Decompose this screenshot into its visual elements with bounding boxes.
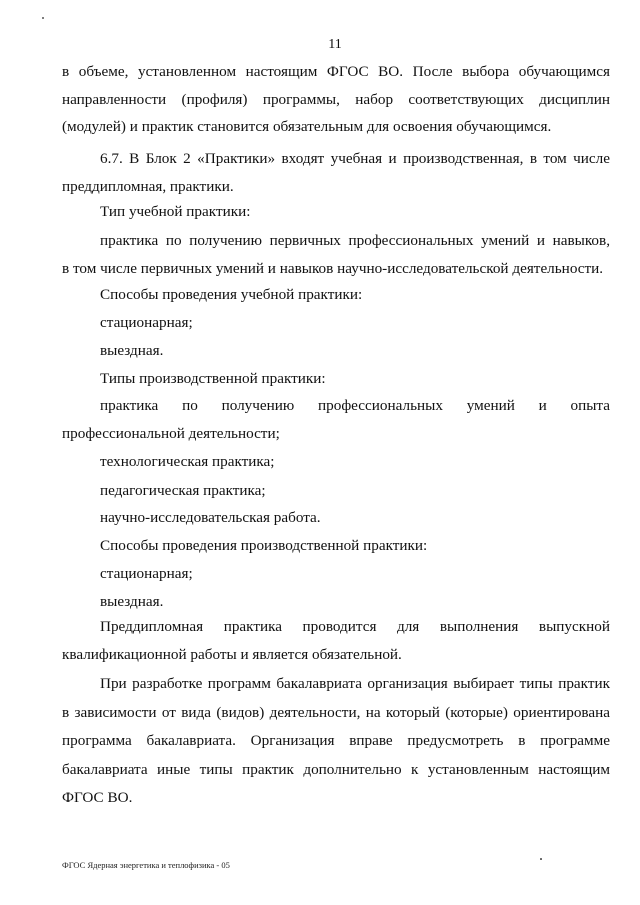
- paragraph-9: [62, 392, 610, 447]
- footer-text: ФГОС Ядерная энергетика и теплофизика - 05: [62, 860, 230, 870]
- paragraph-16: [62, 613, 610, 668]
- paragraph-2-line-2: преддипломная, практики.: [62, 177, 234, 195]
- paragraph-2: [62, 145, 610, 200]
- paragraph-16-line-2: квалификационной работы и является обязательной.: [62, 645, 402, 663]
- scan-speck: [540, 858, 542, 860]
- paragraph-17-line-1: При разработке программ бакалавриата организация выбирает типы практик: [100, 675, 610, 692]
- paragraph-1-line-2: направленности (профиля) программы, набор соответствующих дисциплин: [62, 90, 610, 108]
- paragraph-17-line-4: бакалавриата иные типы практик дополнительно к установленным настоящим: [62, 760, 610, 778]
- paragraph-1-line-3: (модулей) и практик становится обязательным для освоения обучающимся.: [62, 118, 552, 135]
- paragraph-9-line-2: профессиональной деятельности;: [62, 424, 280, 442]
- scan-speck: [42, 17, 44, 19]
- paragraph-17: [62, 670, 610, 813]
- list-item-research: научно-исследовательская работа.: [100, 509, 321, 526]
- paragraph-17-line-2: в зависимости от вида (видов) деятельности, на который (которые) ориентирована: [62, 703, 610, 721]
- practice-type-heading: Тип учебной практики:: [100, 203, 251, 220]
- list-item-technological: технологическая практика;: [100, 453, 275, 470]
- list-item-field-1: выездная.: [100, 342, 164, 359]
- production-methods-heading: Способы проведения производственной практики:: [100, 537, 428, 554]
- paragraph-4-line-1: практика по получению первичных профессиональных умений и навыков,: [100, 232, 610, 249]
- page-number: 11: [328, 37, 342, 52]
- paragraph-17-line-5: ФГОС ВО.: [62, 789, 133, 806]
- paragraph-9-line-1: практика по получению профессиональных умений и опыта: [100, 397, 610, 414]
- paragraph-4: [62, 227, 610, 282]
- list-item-field-2: выездная.: [100, 593, 164, 610]
- paragraph-17-line-3: программа бакалавриата. Организация вправе предусмотреть в программе: [62, 732, 610, 749]
- list-item-pedagogical: педагогическая практика;: [100, 482, 266, 499]
- paragraph-1-line-1: в объеме, установленном настоящим ФГОС ВО. После выбора обучающимся: [62, 63, 610, 80]
- paragraph-2-line-1: 6.7. В Блок 2 «Практики» входят учебная и производственная, в том числе: [100, 150, 610, 167]
- list-item-stationary-1: стационарная;: [100, 314, 193, 331]
- list-item-stationary-2: стационарная;: [100, 565, 193, 582]
- paragraph-4-line-2: в том числе первичных умений и навыков научно-исследовательской деятельности.: [62, 259, 604, 277]
- study-methods-heading: Способы проведения учебной практики:: [100, 286, 363, 303]
- paragraph-16-line-1: Преддипломная практика проводится для выполнения выпускной: [100, 618, 610, 635]
- production-types-heading: Типы производственной практики:: [100, 370, 326, 387]
- paragraph-1: [62, 58, 610, 141]
